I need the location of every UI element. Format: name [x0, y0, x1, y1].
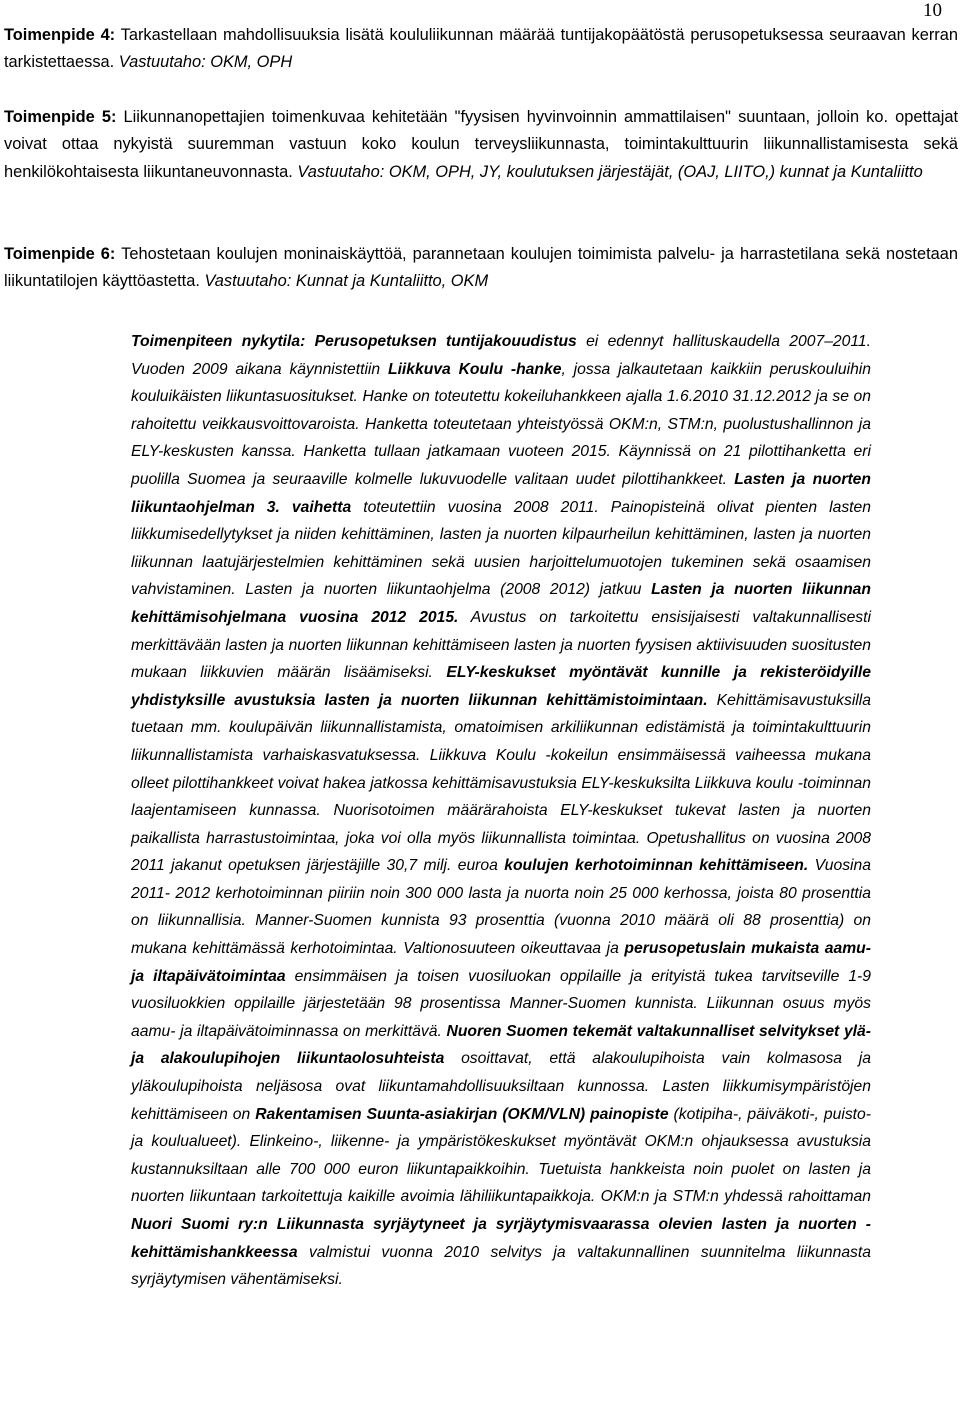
text-run: Toimenpide 5:	[4, 108, 117, 126]
text-run: valmistui vuonna 2010 selvitys ja valtakunnallinen suunnitelma liikunnasta syrjäytymisen vähentämiseksi.	[131, 1243, 871, 1289]
text-run: Nuori Suomi ry:n Liikunnasta syrjäytyneet ja syrjäytymisvaarassa olevien lasten ja nuorten -kehittämishankkeessa	[131, 1216, 871, 1261]
text-run: Perusopetuksen tuntijakouudistus	[314, 333, 577, 350]
text-run: (kotipiha-, päiväkoti-, puisto- ja koulualueet). Elinkeino-, liikenne- ja ympäristökeskukset myöntävät OKM:n ohjauksessa avustuksia kustannuksiltaan alle 700 000 euron liikuntapaikkoihin. Tuetuista hankkeista noin puolet on lasten ja nuorten liikuntaan tarkoitettuja kaikille avoimia lähiliikuntapaikkoja. OKM:n ja STM:n yhdessä rahoittaman	[131, 1105, 871, 1206]
text-run: Liikunnanopettajien toimenkuvaa kehitetään "fyysisen hyvinvoinnin ammattilaisen" suuntaan, jolloin ko. opettajat voivat ottaa nykyistä suuremman vastuun koko koulun terveysliikunnasta, toimintakulttuurin liikunnallistamisesta sekä henkilökohtaisesta liikuntaneuvonnasta.	[4, 108, 959, 181]
text-run: Nuoren Suomen tekemät valtakunnalliset selvitykset ylä- ja alakoulupihojen liikuntaolosuhteista	[131, 1022, 871, 1068]
status-paragraph	[131, 328, 871, 1294]
paragraph-toimenpide-6	[4, 241, 958, 296]
text-run: Lasten ja nuorten liikuntaohjelman 3. vaihetta	[131, 470, 871, 516]
text-run: Tehostetaan koulujen moninaiskäyttöä, parannetaan koulujen toimimista palvelu- ja harrastetilana sekä nostetaan liikuntatilojen käyttöastetta.	[4, 245, 958, 291]
text-run: Lasten ja nuorten liikunnan kehittämisohjelmana vuosina 2012 2015.	[131, 581, 871, 626]
text-run: Toimenpide 4:	[4, 26, 116, 44]
text-run: osoittavat, että alakoulupihoista vain kolmasosa ja yläkoulupihoista neljäsosa ovat liikuntamahdollisuuksiltaan kunnossa. Lasten liikkumisympäristöjen kehittämiseen on	[131, 1050, 871, 1123]
text-run: toteutettiin vuosina 2008 2011. Painopisteinä olivat pienten lasten liikkumisedellytykset ja niiden kehittäminen, lasten ja nuorten kilpaurheilun kehittäminen, lasten ja nuorten liikunnan laatujärjestelmien kehittäminen sekä uusien harjoittelumuotojen tukeminen sekä osaamisen vahvistaminen. Lasten ja nuorten liikuntaohjelma (2008 2012) jatkuu	[131, 498, 871, 599]
text-run: , jossa jalkautetaan kaikkiin peruskouluihin kouluikäisten liikuntasuositukset. Hanke on toteutettu kokeiluhankkeen ajalla 1.6.2010 31.12.2012 ja se on rahoitettu veikkausvoittovaroista. Hanketta toteutetaan yhteistyössä OKM:n, STM:n, puolustushallinnon ja ELY-keskusten kanssa. Hanketta tullaan jatkamaan vuoteen 2015. Käynnissä on 21 pilottihanketta eri puolilla Suomea ja seuraaville kolmelle lukuvuodelle valitaan uudet pilottihankkeet.	[131, 360, 871, 488]
text-run: Vastuutaho: OKM, OPH, JY, koulutuksen järjestäjät, (OAJ, LIITO,) kunnat ja Kuntaliitto	[297, 162, 923, 181]
text-run: Toimenpiteen nykytila:	[131, 333, 306, 350]
text-run: Liikkuva Koulu -hanke	[387, 360, 562, 378]
text-run: Rakentamisen Suunta-asiakirjan (OKM/VLN) painopiste	[255, 1105, 669, 1123]
text-run: Vuosina 2011- 2012 kerhotoiminnan piiriin noin 300 000 lasta ja nuorta noin 25 000 kerhossa, joista 80 prosenttia on liikunnallisia. Manner-Suomen kunnista 93 prosenttia (vuonna 2010 määrä oli 88 prosenttia) on mukana kehittämässä kerhotoimintaa. Valtionosuuteen oikeuttavaa ja	[131, 857, 871, 958]
text-run: ELY-keskukset myöntävät kunnille ja rekisteröidyille yhdistyksille avustuksia lasten ja nuorten liikunnan kehittämistoimintaan.	[131, 664, 871, 709]
text-run: Tarkastellaan mahdollisuuksia lisätä koululiikunnan määrää tuntijakopäätöstä perusopetuksessa seuraavan kerran tarkistettaessa.	[4, 26, 958, 72]
paragraph-toimenpide-4	[4, 22, 958, 77]
text-run	[305, 333, 314, 350]
text-run: Vastuutaho: OKM, OPH	[118, 53, 293, 72]
text-run: ensimmäisen ja toisen vuosiluokan oppilaille ja erityistä tukea tarvitseville 1-9 vuosiluokkien oppilaille järjestetään 98 prosentissa Manner-Suomen kunnista. Liikunnan osuus myös aamu- ja iltapäivätoiminnassa on merkittävä.	[131, 967, 871, 1040]
text-run: Avustus on tarkoitettu ensisijaisesti valtakunnallisesti merkittävään lasten ja nuorten liikunnan kehittämiseen lasten ja nuorten fyysisen aktiivisuuden suositusten mukaan liikkuvien määrän lisäämiseksi.	[131, 608, 871, 682]
text-run: Kehittämisavustuksilla tuetaan mm. koulupäivän liikunnallistamista, omatoimisen arkiliikunnan edistämistä ja toimintakulttuurin liikunnallistamista varhaiskasvatuksessa. Liikkuva Koulu -kokeilun ensimmäisessä vaiheessa mukana olleet pilottihankkeet voivat hakea jatkossa kehittämisavustuksia ELY-keskuksilta Liikkuva koulu -toiminnan laajentamiseen kunnassa. Nuorisotoimen määrärahoista ELY-keskukset tukevat lasten ja nuorten paikallista harrastustoimintaa, joka voi olla myös liikunnallista toimintaa. Opetushallitus on vuosina 2008 2011 jakanut opetuksen järjestäjille 30,7 milj. euroa	[131, 691, 872, 875]
text-run: Toimenpide 6:	[4, 245, 116, 263]
text-run: perusopetuslain mukaista aamu- ja iltapäivätoimintaa	[131, 940, 871, 985]
text-run: Vastuutaho: Kunnat ja Kuntaliitto, OKM	[204, 272, 489, 291]
text-run: ei edennyt hallituskaudella 2007–2011. Vuoden 2009 aikana käynnistettiin	[131, 333, 872, 378]
page-number: 10	[923, 0, 942, 21]
text-run: koulujen kerhotoiminnan kehittämiseen.	[504, 857, 809, 875]
paragraph-toimenpide-5	[4, 104, 958, 186]
